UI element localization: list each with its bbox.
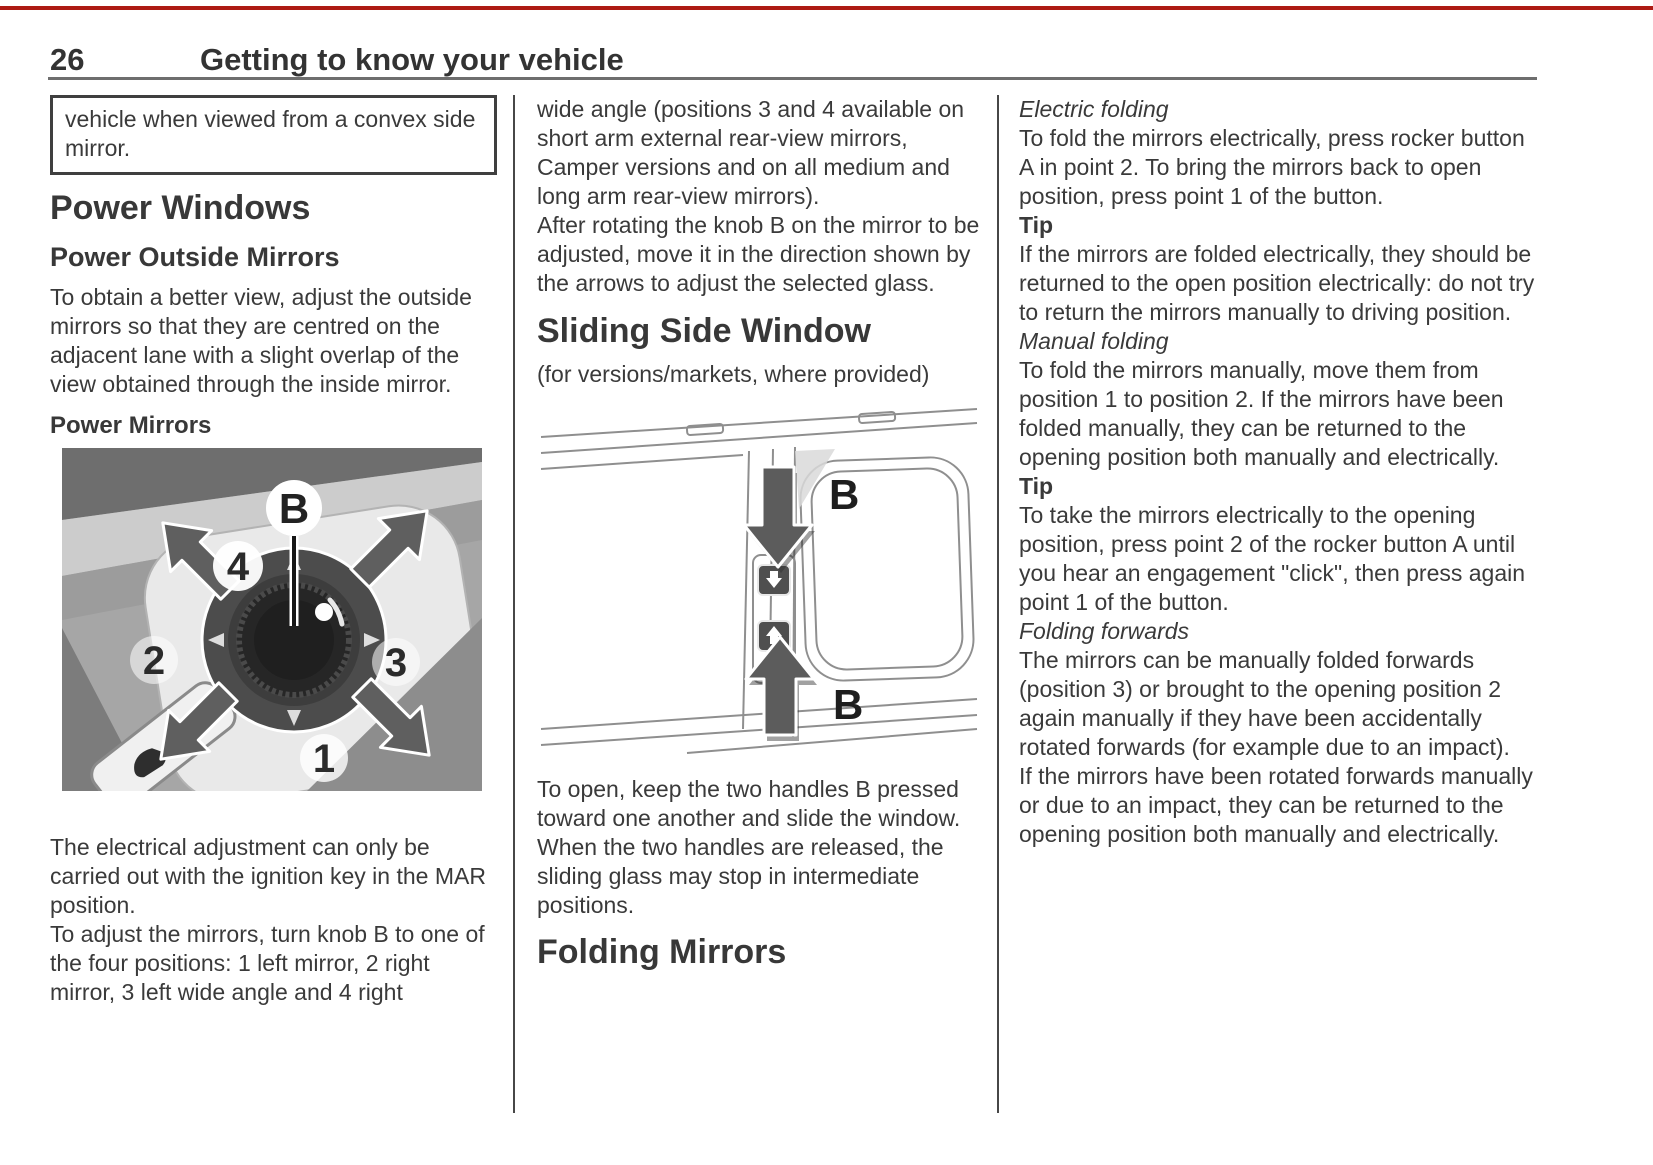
para-electric-folding: To fold the mirrors electrically, press rocker button A in point 2. To bring the mirrors back to open position, press point 1 of the button.: [1019, 125, 1525, 209]
header-rule: [48, 77, 1537, 80]
window-label-b-top: B: [829, 471, 860, 518]
heading-power-mirrors: Power Mirrors: [50, 412, 212, 439]
para-wide-angle: wide angle (positions 3 and 4 available on short arm external rear-view mirrors, Camper versions and on all medium and long arm rear-view mirrors).: [537, 96, 965, 209]
column-separator-1: [513, 95, 515, 1113]
column-3: [1019, 95, 1536, 849]
window-handle-top: [758, 565, 790, 595]
para-turn-knob: To adjust the mirrors, turn knob B to one of the four positions: 1 left mirror, 2 right mirror, 3 left wide angle and 4 right: [50, 921, 485, 1005]
subheading-manual-folding: Manual folding: [1019, 328, 1169, 354]
sliding-window-illustration: [537, 397, 985, 759]
heading-sliding-side-window: Sliding Side Window: [537, 312, 872, 350]
column-separator-2: [997, 95, 999, 1113]
heading-power-outside-mirrors: Power Outside Mirrors: [50, 242, 340, 272]
para-after-rotating: After rotating the knob B on the mirror to be adjusted, move it in the direction shown by the arrows to adjust the selected glass.: [537, 212, 980, 296]
window-label-b-bottom: B: [833, 681, 864, 728]
para-electrical-adjustment: The electrical adjustment can only be carried out with the ignition key in the MAR position.: [50, 834, 486, 918]
subheading-electric-folding: Electric folding: [1019, 96, 1169, 122]
tip-label-2: Tip: [1019, 473, 1054, 499]
para-handles-released: When the two handles are released, the sliding glass may stop in intermediate positions.: [537, 834, 944, 918]
para-tip-2: To take the mirrors electrically to the opening position, press point 2 of the rocker button A until you hear an engagement "click", then press again point 1 of the button.: [1019, 502, 1526, 615]
continued-sentence: vehicle when viewed from a convex side mirror.: [65, 106, 476, 161]
knob-label-1: 1: [312, 737, 336, 781]
para-folding-forwards-2: If the mirrors have been rotated forwards manually or due to an impact, they can be returned to the opening position both manually and electrically.: [1019, 763, 1533, 847]
note-versions-markets: (for versions/markets, where provided): [537, 361, 930, 387]
knob-label-2: 2: [142, 639, 166, 683]
para-folding-forwards-1: The mirrors can be manually folded forwards (position 3) or brought to the opening position 2 again manually if they have been accidentally rotated forwards (for example due to an impact).: [1019, 647, 1510, 760]
subheading-folding-forwards: Folding forwards: [1019, 618, 1190, 644]
knob-label-3: 3: [384, 641, 408, 685]
continued-sentence-box: [50, 95, 497, 175]
column-1: [50, 95, 497, 1007]
knob-label-4: 4: [226, 545, 250, 589]
mirror-knob-illustration: [62, 448, 482, 791]
tip-label-1: Tip: [1019, 212, 1054, 238]
para-tip-1: If the mirrors are folded electrically, they should be returned to the open position electrically: do not try to return the mirrors manually to driving position.: [1019, 241, 1535, 325]
heading-folding-mirrors: Folding Mirrors: [537, 933, 787, 971]
para-manual-folding: To fold the mirrors manually, move them from position 1 to position 2. If the mirrors have been folded manually, they can be returned to the opening position both manually and electrically.: [1019, 357, 1504, 470]
heading-power-windows: Power Windows: [50, 189, 311, 227]
para-adjust-mirrors: To obtain a better view, adjust the outside mirrors so that they are centred on the adjacent lane with a slight overlap of the view obtained through the inside mirror.: [50, 284, 472, 397]
chapter-title: Getting to know your vehicle: [200, 42, 624, 77]
power-mirrors-knob-figure: [62, 448, 482, 791]
para-to-open: To open, keep the two handles B pressed toward one another and slide the window.: [537, 776, 961, 831]
sliding-window-figure: [537, 397, 985, 759]
page-number: 26: [50, 42, 85, 77]
column-2: [537, 95, 987, 971]
knob-label-b: B: [278, 485, 310, 532]
top-red-rule: [0, 6, 1653, 10]
